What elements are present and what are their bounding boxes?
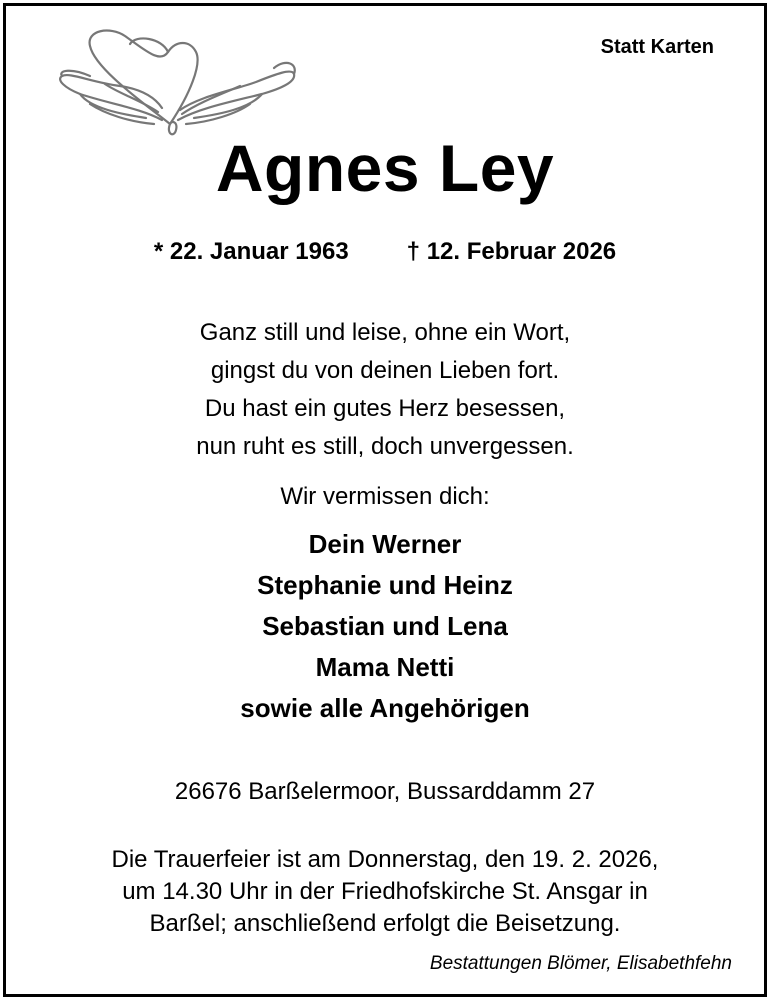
poem-line: Ganz still und leise, ohne ein Wort, — [199, 319, 571, 346]
poem-line: Du hast ein gutes Herz besessen, — [204, 395, 566, 422]
statt-karten-note: Statt Karten — [600, 36, 714, 58]
mourner-name: sowie alle Angehörigen — [240, 693, 530, 723]
poem-line: gingst du von deinen Lieben fort. — [210, 357, 560, 384]
memorial-poem — [0, 314, 770, 466]
family-address: 26676 Barßelermoor, Bussarddamm 27 — [174, 778, 596, 805]
life-dates — [0, 238, 770, 266]
funeral-notice-line: um 14.30 Uhr in der Friedhofskirche St. Ansgar in — [122, 878, 648, 905]
mourner-name: Mama Netti — [315, 652, 455, 682]
winged-heart-icon — [50, 24, 305, 144]
poem-line: nun ruht es still, doch unvergessen. — [196, 433, 574, 460]
birth-date: * 22. Januar 1963 — [153, 238, 349, 265]
death-date: † 12. Februar 2026 — [406, 238, 617, 265]
deceased-name: Agnes Ley — [215, 131, 555, 205]
mourner-name: Dein Werner — [308, 529, 462, 559]
mourners-list — [0, 524, 770, 729]
funeral-notice-line: Barßel; anschließend erfolgt die Beisetzung. — [149, 910, 621, 937]
undertaker-credit: Bestattungen Blömer, Elisabethfehn — [429, 953, 732, 974]
mourner-name: Stephanie und Heinz — [257, 570, 513, 600]
mourner-name: Sebastian und Lena — [262, 611, 508, 641]
funeral-notice — [0, 844, 770, 940]
funeral-notice-line: Die Trauerfeier ist am Donnerstag, den 19. 2. 2026, — [111, 846, 659, 873]
mourners-intro: Wir vermissen dich: — [280, 483, 490, 510]
